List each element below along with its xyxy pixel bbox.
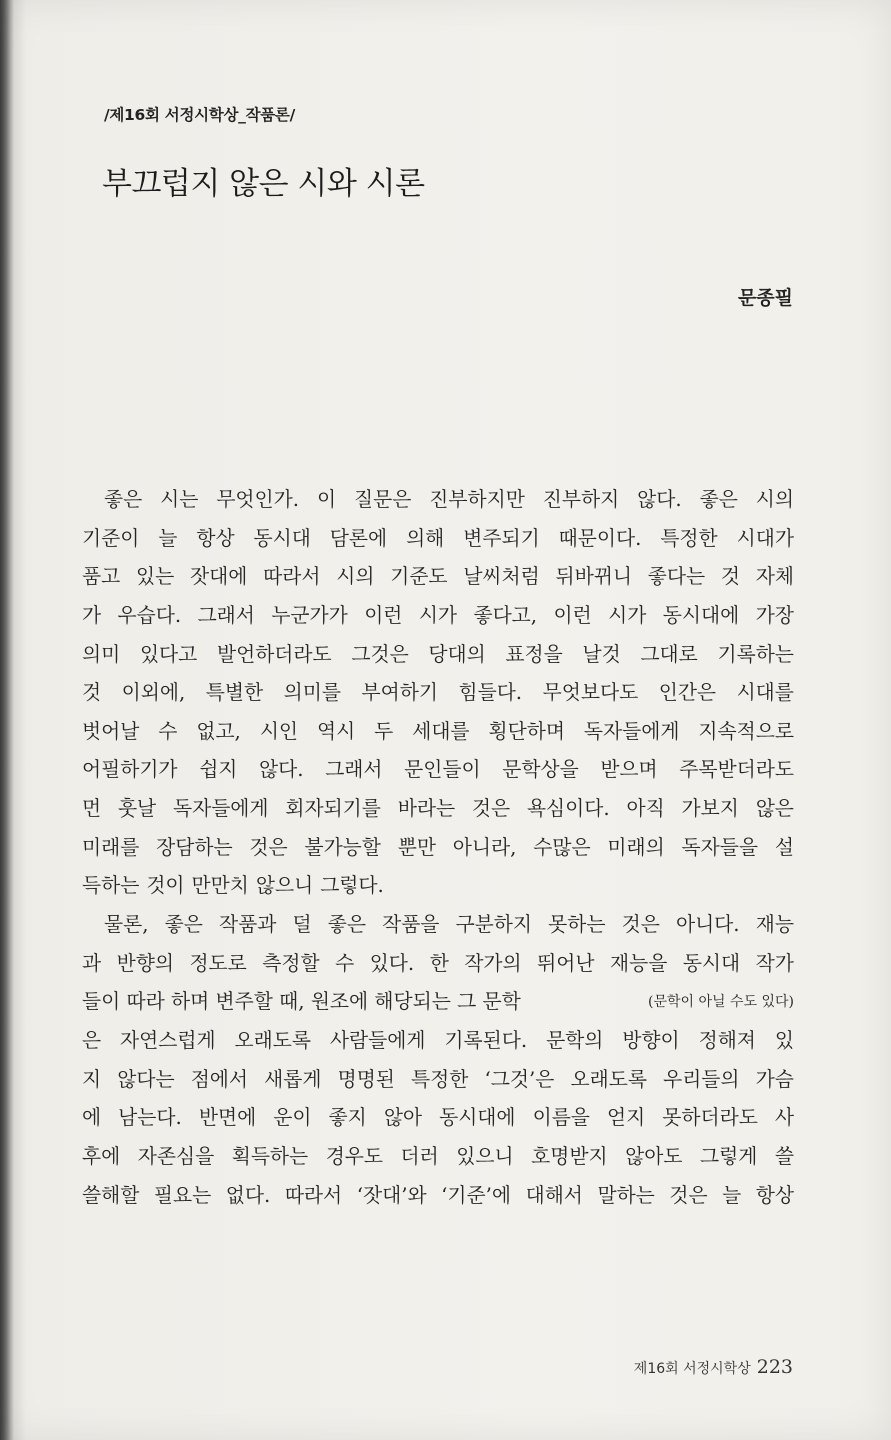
text-line: 기준이 늘 항상 동시대 담론에 의해 변주되기 때문이다. 특정한 시대가 [82,526,794,550]
parenthetical-note: (문학이 아닐 수도 있다) [648,994,794,1011]
text-line: 후에 자존심을 획득하는 경우도 더러 있으니 호명받지 않아도 그렇게 쓸 [82,1144,794,1168]
body-text [82,481,794,1215]
page-footer [634,1356,793,1378]
text-line: 의미 있다고 발언하더라도 그것은 당대의 표정을 날것 그대로 기록하는 [82,642,794,666]
text-line: 벗어날 수 없고, 시인 역시 두 세대를 횡단하며 독자들에게 지속적으로 [82,719,794,743]
text-line-with-note [82,983,794,1022]
section-label: /제16회 서정시학상_작품론/ [104,106,295,124]
text-line-main: 들이 따라 하며 변주할 때, 원조에 해당되는 그 문학 [82,990,521,1014]
text-line: 득하는 것이 만만치 않으니 그렇다. [82,874,384,898]
article-title: 부끄럽지 않은 시와 시론 [102,166,425,202]
text-line: 미래를 장담하는 것은 불가능할 뿐만 아니라, 수많은 미래의 독자들을 설 [82,835,794,859]
gutter-shadow [0,0,14,1440]
page-number: 223 [756,1356,793,1378]
text-line: 은 자연스럽게 오래도록 사람들에게 기록된다. 문학의 방향이 정해져 있 [82,1028,794,1052]
text-line: 것 이외에, 특별한 의미를 부여하기 힘들다. 무엇보다도 인간은 시대를 [82,681,794,705]
text-line: 어필하기가 쉽지 않다. 그래서 문인들이 문학상을 받으며 주목받더라도 [82,758,794,782]
text-line: 과 반향의 정도로 측정할 수 있다. 한 작가의 뛰어난 재능을 동시대 작가 [82,951,794,975]
text-line: 지 않다는 점에서 새롭게 명명된 특정한 ‘그것’은 오래도록 우리들의 가슴 [82,1067,794,1091]
text-line: 에 남는다. 반면에 운이 좋지 않아 동시대에 이름을 얻지 못하더라도 사 [82,1106,794,1130]
text-line: 가 우습다. 그래서 누군가가 이런 시가 좋다고, 이런 시가 동시대에 가장 [82,603,794,627]
text-line: 먼 훗날 독자들에게 회자되기를 바라는 것은 욕심이다. 아직 가보지 않은 [82,797,794,821]
running-title: 제16회 서정시학상 [633,1361,751,1377]
author-name: 문종필 [737,287,793,309]
text-line: 품고 있는 잣대에 따라서 시의 기준도 날씨처럼 뒤바뀌니 좋다는 것 자체 [82,565,794,589]
text-line: 물론, 좋은 작품과 덜 좋은 작품을 구분하지 못하는 것은 아니다. 재능 [104,913,794,937]
text-line: 쓸해할 필요는 없다. 따라서 ‘잣대’와 ‘기준’에 대해서 말하는 것은 늘 항상 [82,1183,794,1207]
text-line: 좋은 시는 무엇인가. 이 질문은 진부하지만 진부하지 않다. 좋은 시의 [104,488,794,511]
